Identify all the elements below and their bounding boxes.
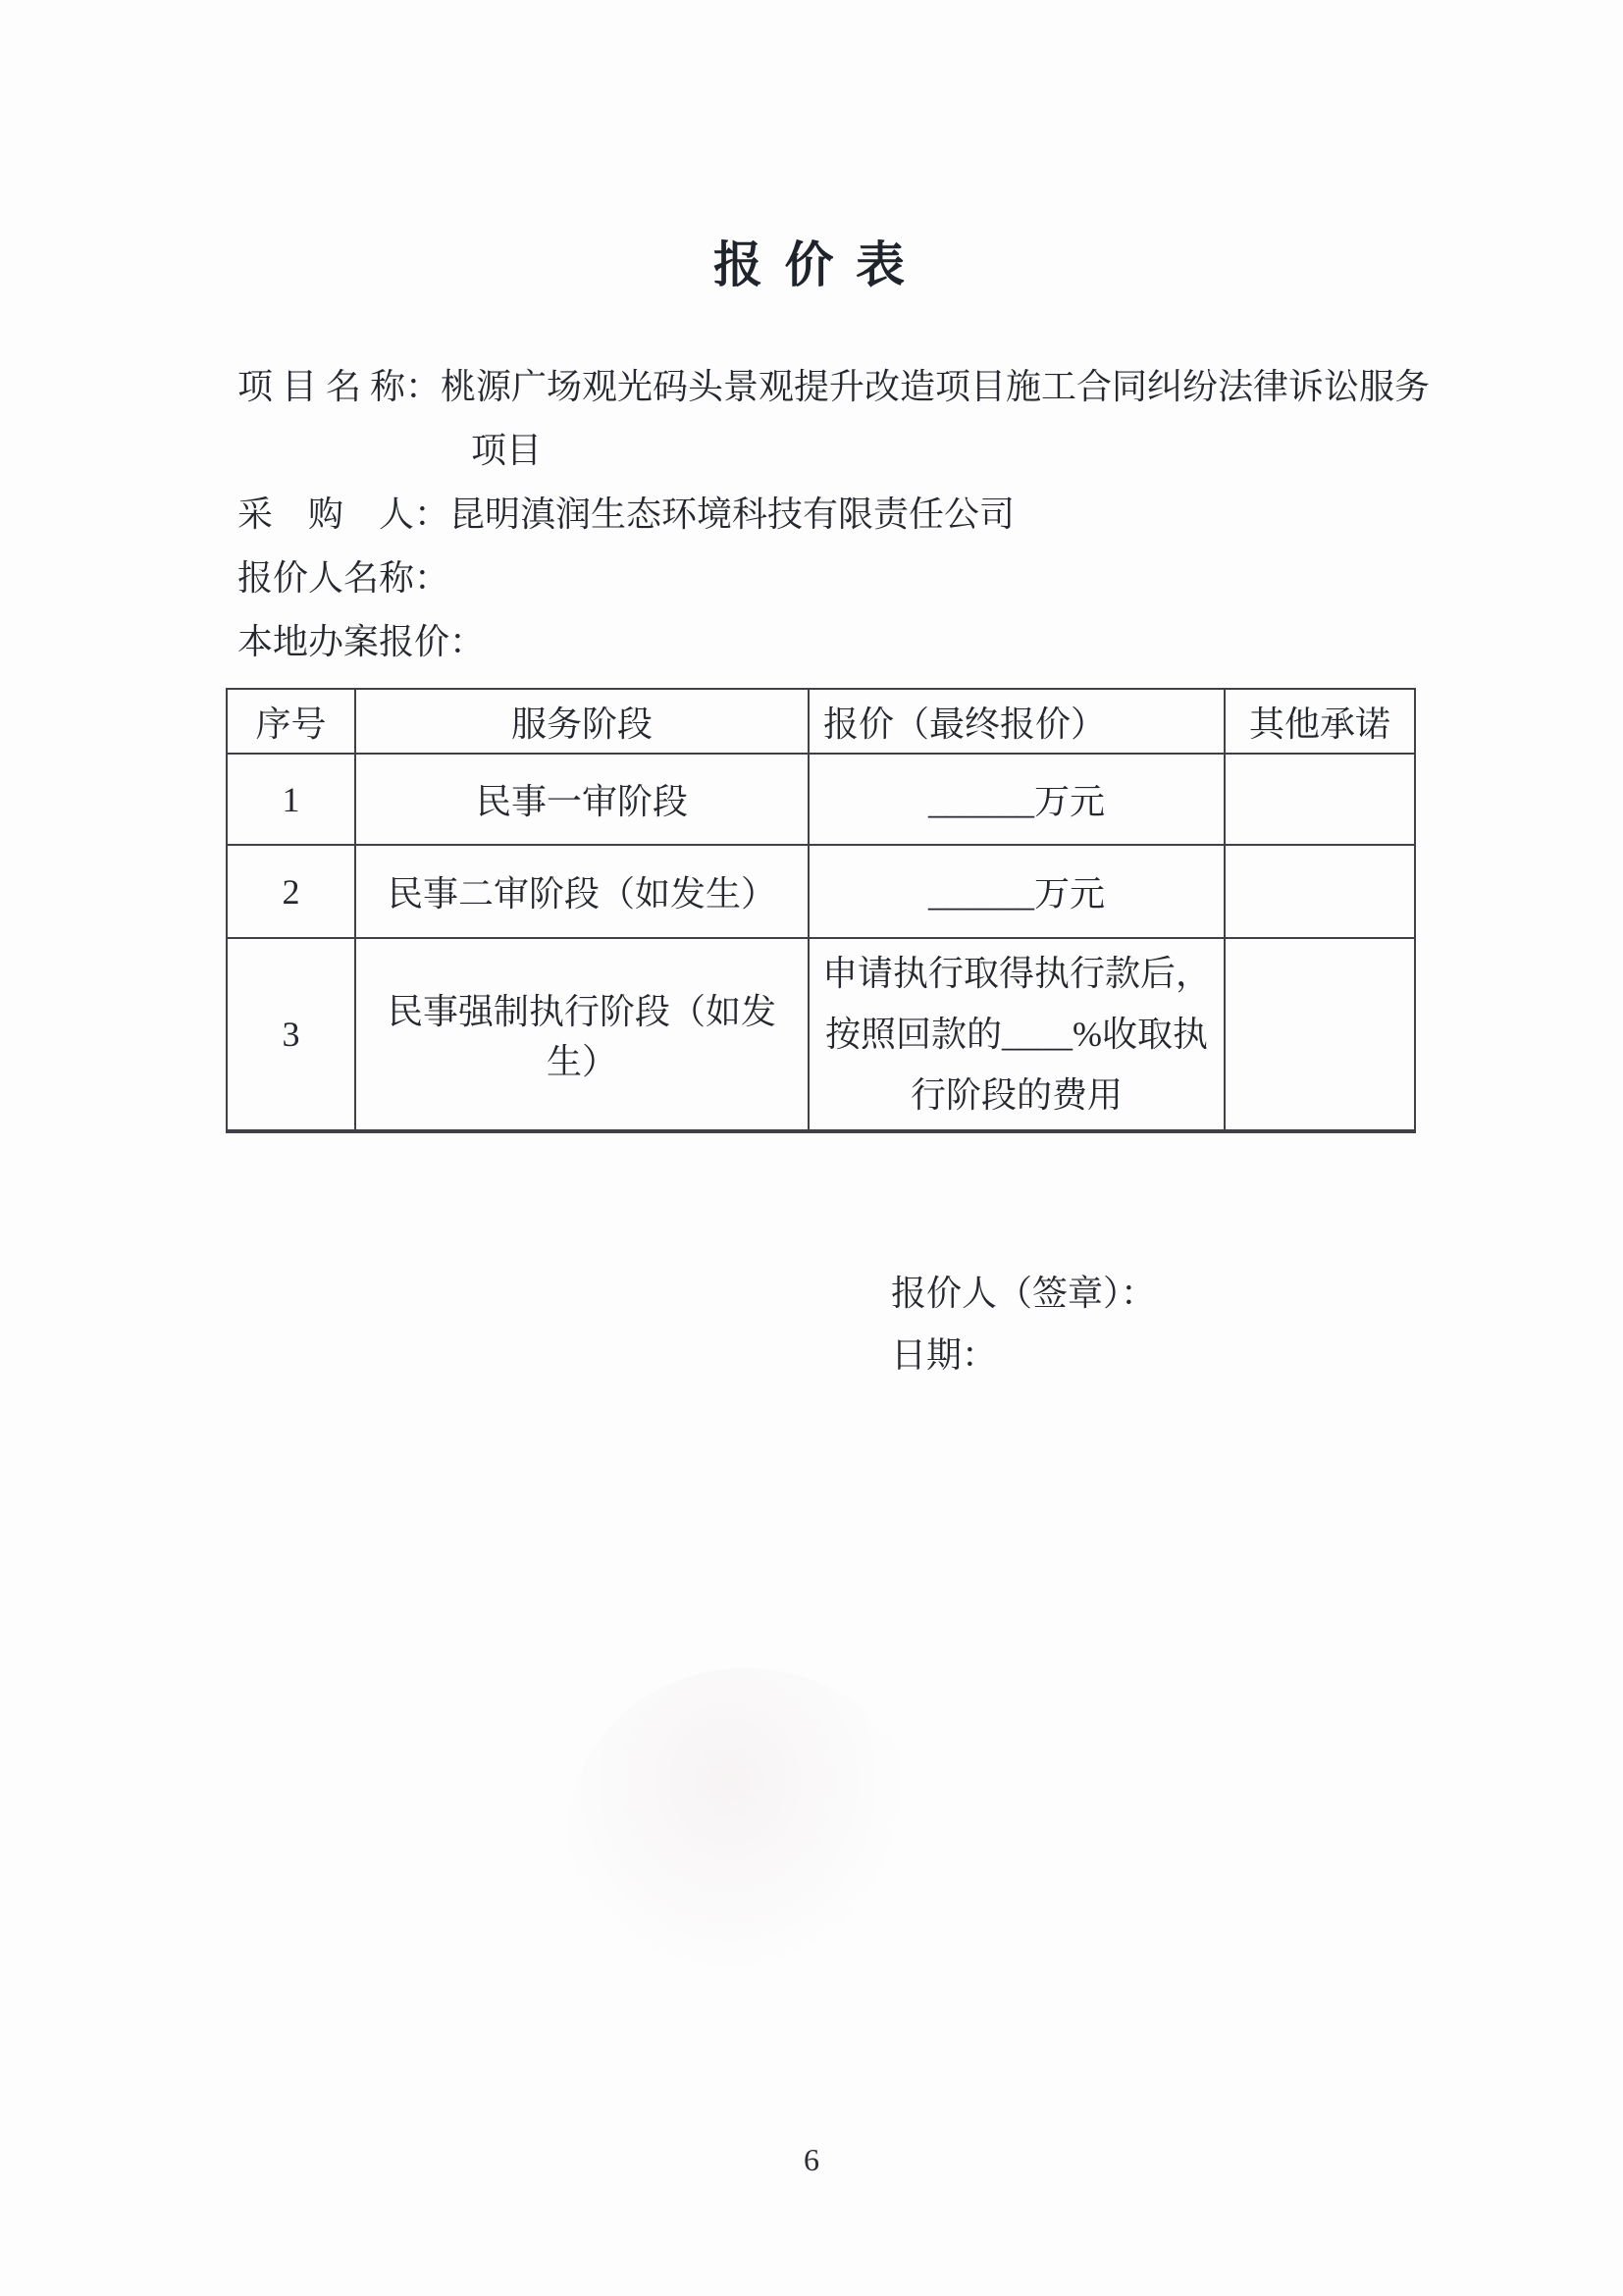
- table-header-row: [227, 689, 1415, 754]
- cell-service-stage: 民事强制执行阶段（如发生）: [355, 938, 809, 1131]
- project-name-value: 桃源广场观光码头景观提升改造项目施工合同纠纷法律诉讼服务: [441, 367, 1431, 406]
- buyer-label: 采 购 人：: [237, 495, 450, 534]
- header-quote-final: 报价（最终报价）: [809, 689, 1225, 754]
- cell-quote-execution-terms: 申请执行取得执行款后，按照回款的____%收取执行阶段的费用: [809, 938, 1225, 1131]
- cell-serial-number: 1: [227, 754, 355, 845]
- local-quote-label: 本地办案报价：: [237, 622, 486, 661]
- buyer-line: [237, 493, 1015, 536]
- header-service-stage: 服务阶段: [355, 689, 809, 754]
- cell-quote-blank: ______万元: [809, 845, 1225, 938]
- document-title: 报 价 表: [713, 237, 910, 292]
- cell-serial-number: 3: [227, 938, 355, 1131]
- project-name-label: 项 目 名 称：: [237, 367, 442, 406]
- project-name-line: [237, 365, 1430, 408]
- quotation-table: [226, 688, 1416, 1133]
- date-label: 日期：: [891, 1335, 998, 1375]
- table-row: [227, 938, 1415, 1131]
- cell-other-commitments: [1225, 754, 1415, 845]
- bidder-name-label: 报价人名称：: [237, 558, 450, 598]
- project-name-continuation: 项目: [471, 431, 543, 470]
- cell-service-stage: 民事一审阶段: [355, 754, 809, 845]
- page-number: 6: [804, 2142, 819, 2177]
- cell-serial-number: 2: [227, 845, 355, 938]
- cell-other-commitments: [1225, 938, 1415, 1131]
- table-row: [227, 845, 1415, 938]
- header-serial-number: 序号: [227, 689, 355, 754]
- header-other-commitments: 其他承诺: [1225, 689, 1415, 754]
- scan-artifact-smudge: [569, 1668, 922, 1992]
- cell-service-stage: 民事二审阶段（如发生）: [355, 845, 809, 938]
- cell-other-commitments: [1225, 845, 1415, 938]
- cell-quote-blank: ______万元: [809, 754, 1225, 845]
- signer-label: 报价人（签章）：: [891, 1274, 1157, 1313]
- table-row: [227, 754, 1415, 845]
- buyer-value: 昆明滇润生态环境科技有限责任公司: [449, 495, 1016, 534]
